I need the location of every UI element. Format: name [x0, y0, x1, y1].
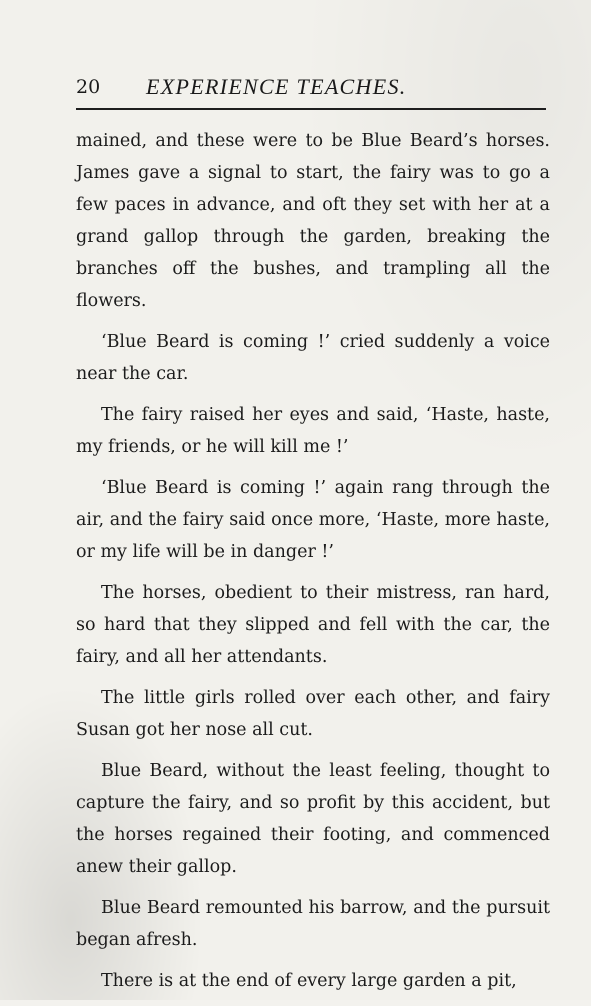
paragraph-1: mained, and these were to be Blue Beard’s horses. James gave a signal to start, the fairy was to go a few paces in advance, and oft they set with her at a grand gallop through the garden, breaking the branches off the bushes, and trampling all the flowers. [76, 131, 550, 311]
paragraph-7: Blue Beard, without the least feeling, thought to capture the fairy, and so profit by this accident, but the horses regained their footing, and commenced anew their gallop. [76, 761, 550, 877]
paragraph-4: ‘Blue Beard is coming !’ again rang through the air, and the fairy said once more, ‘Haste, more haste, or my life will be in danger !’ [76, 478, 550, 562]
header-rule [76, 108, 546, 110]
running-title: EXPERIENCE TEACHES. [146, 74, 407, 99]
page-number: 20 [76, 76, 101, 98]
paragraph-3: The fairy raised her eyes and said, ‘Haste, haste, my friends, or he will kill me !’ [76, 405, 550, 457]
paragraph-2: ‘Blue Beard is coming !’ cried suddenly a voice near the car. [76, 332, 550, 384]
paragraph-8: Blue Beard remounted his barrow, and the pursuit began afresh. [76, 898, 550, 950]
body-text [76, 125, 550, 1006]
paragraph-9: There is at the end of every large garden a pit, [101, 971, 517, 991]
paragraph-5: The horses, obedient to their mistress, ran hard, so hard that they slipped and fell with the car, the fairy, and all her attendants. [76, 583, 550, 667]
paragraph-6: The little girls rolled over each other, and fairy Susan got her nose all cut. [76, 688, 550, 740]
running-head [76, 70, 546, 110]
